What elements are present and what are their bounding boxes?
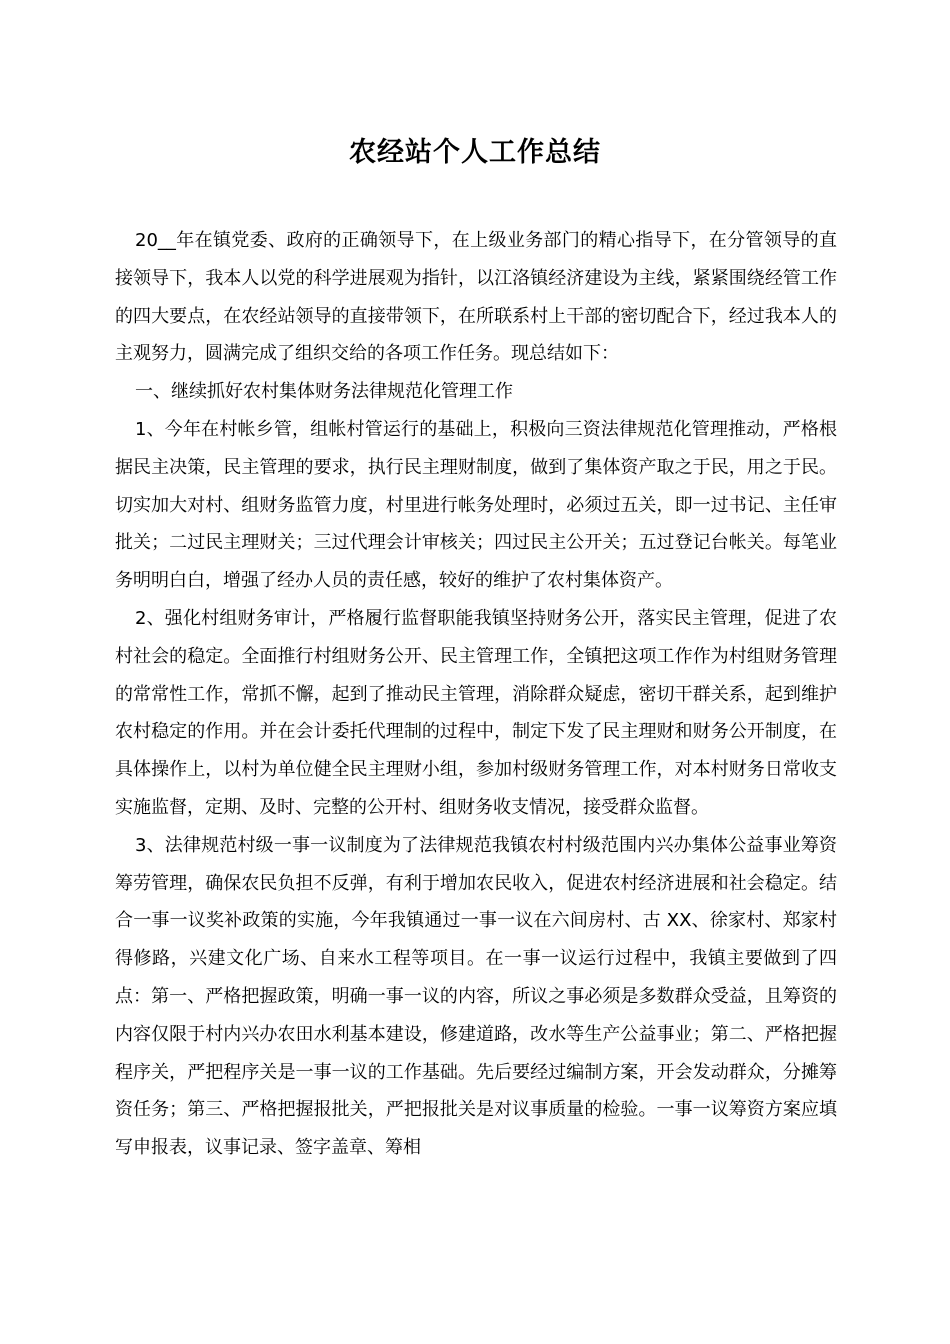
section-heading: 一、继续抓好农村集体财务法律规范化管理工作 [135,381,513,403]
intro-paragraph: 20__年在镇党委、政府的正确领导下，在上级业务部门的精心指导下，在分管领导的直接领导下，我本人以党的科学进展观为指针，以江洛镇经济建设为主线，紧紧围绕经管工作的四大要点，在农经站领导的直接带领下，在所联系村上干部的密切配合下，经过我本人的主观努力，圆满完成了组织交给的各项工作任务。现总结如下： [115,230,837,365]
document-title: 农经站个人工作总结 [349,137,601,168]
paragraph-item-1: 1、今年在村帐乡管，组帐村管运行的基础上，积极向三资法律规范化管理推动，严格根据民主决策，民主管理的要求，执行民主理财制度，做到了集体资产取之于民，用之于民。切实加大对村、组财务监管力度，村里进行帐务处理时，必须过五关，即一过书记、主任审批关；二过民主理财关；三过代理会计审核关；四过民主公开关；五过登记台帐关。每笔业务明明白白，增强了经办人员的责任感，较好的维护了农村集体资产。 [115,418,837,592]
document-body [115,222,837,1167]
paragraph-item-3: 3、法律规范村级一事一议制度为了法律规范我镇农村村级范围内兴办集体公益事业筹资筹劳管理，确保农民负担不反弹，有利于增加农民收入，促进农村经济进展和社会稳定。结合一事一议奖补政策的实施，今年我镇通过一事一议在六间房村、古 XX、徐家村、郑家村得修路，兴建文化广场、自来水工程等项目。在一事一议运行过程中，我镇主要做到了四点：第一、严格把握政策，明确一事一议的内容，所议之事必须是多数群众受益，且筹资的内容仅限于村内兴办农田水利基本建设，修建道路，改水等生产公益事业；第二、严格把握程序关，严把程序关是一事一议的工作基础。先后要经过编制方案，开会发动群众，分摊筹资任务；第三、严格把握报批关，严把报批关是对议事质量的检验。一事一议筹资方案应填写申报表，议事记录、签字盖章、筹相 [115,834,837,1159]
paragraph-item-2: 2、强化村组财务审计，严格履行监督职能我镇坚持财务公开，落实民主管理，促进了农村社会的稳定。全面推行村组财务公开、民主管理工作，全镇把这项工作作为村组财务管理的常常性工作，常抓不懈，起到了推动民主管理，消除群众疑虑，密切干群关系，起到维护农村稳定的作用。并在会计委托代理制的过程中，制定下发了民主理财和财务公开制度，在具体操作上，以村为单位健全民主理财小组，参加村级财务管理工作，对本村财务日常收支实施监督，定期、及时、完整的公开村、组财务收支情况，接受群众监督。 [115,607,837,818]
